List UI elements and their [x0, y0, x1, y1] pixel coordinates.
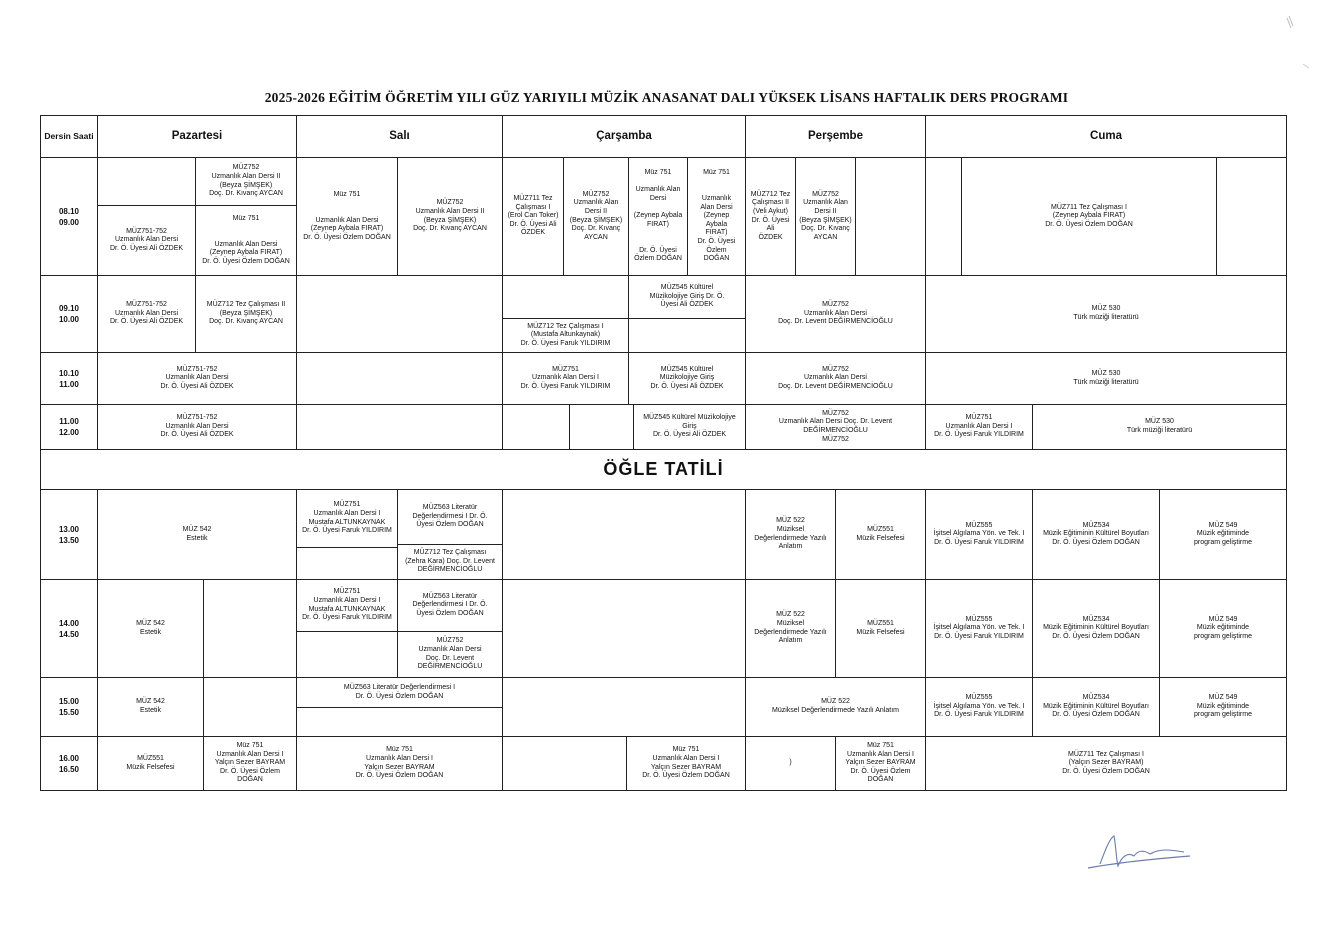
cell-sal-r8 — [296, 736, 503, 791]
cell-text: MÜZ 522 Müziksel Değerlendirmede Yazılı Anlatım — [754, 611, 827, 645]
page-title: 2025-2026 EĞİTİM ÖĞRETİM YILI GÜZ YARIYILI MÜZİK ANASANAT DALI YÜKSEK LİSANS HAFTALIK DERS PROGRAMI — [264, 90, 1069, 105]
cell-per-r1-c — [855, 157, 926, 276]
cell-car-r1-a — [502, 157, 564, 276]
cell-cum-r3 — [925, 352, 1287, 405]
cell-text: MÜZ 542 Estetik — [182, 525, 212, 542]
cell-text: MÜZ 530 Türk müziği literatürü — [1073, 305, 1139, 321]
cell-text: Perşembe — [808, 130, 863, 143]
cell-text: 09.10 10.00 — [58, 304, 80, 324]
header-persembe — [745, 115, 926, 158]
cell-sal-r7-a — [296, 677, 503, 708]
cell-text: Dersin Saati — [44, 131, 94, 142]
cell-text: MÜZ752 Uzmanlık Alan Dersi Doç. Dr. Levent DEĞİRMENCİOĞLU — [417, 637, 483, 671]
cell-text: MÜZ 542 Estetik — [136, 698, 165, 714]
cell-pzt-r8-b — [203, 736, 297, 791]
cell-text: MÜZ712 Tez Çalışması II (Beyza ŞİMŞEK) Doç. Dr. Kıvanç AYCAN — [206, 301, 286, 326]
cell-car-r3-b — [628, 352, 746, 405]
time-slot — [40, 736, 98, 791]
cell-text: Müz 751 Uzmanlık Alan Dersi I Yalçın Sezer BAYRAM Dr. Ö. Üyesi Özlem DOĞAN — [642, 746, 730, 780]
cell-car-r2-top — [502, 275, 629, 319]
cell-car-r8-a — [502, 736, 627, 791]
cell-pzt-r1-b — [195, 205, 297, 276]
time-slot — [40, 677, 98, 737]
cell-text: Müz 751 Uzmanlık Alan Dersi I Yalçın Sezer BAYRAM Dr. Ö. Üyesi Özlem DOĞAN — [355, 746, 444, 780]
cell-sal-r5-a — [296, 489, 398, 548]
cell-text: 15.00 15.50 — [58, 697, 80, 717]
cell-text: MÜZ545 Kültürel Müzikolojiye Giriş Dr. Ö. Üyesi Ali ÖZDEK — [650, 365, 724, 390]
cell-text: MÜZ551 Müzik Felsefesi — [856, 619, 905, 636]
cell-sal-r5-b — [397, 489, 503, 545]
header-pazartesi — [97, 115, 297, 158]
cell-per-r3 — [745, 352, 926, 405]
cell-per-r7 — [745, 677, 926, 737]
cell-cum-r5-b — [1032, 489, 1160, 580]
cell-text: MÜZ555 İşitsel Algılama Yön. ve Tek. I Dr. Ö. Üyesi Faruk YILDIRIM — [933, 694, 1025, 719]
cell-text: ÖĞLE TATİLİ — [603, 459, 724, 480]
cell-per-r8-b — [835, 736, 926, 791]
lunch-break — [40, 449, 1287, 490]
cell-text: MÜZ751-752 Uzmanlık Alan Dersi Dr. Ö. Üyesi Ali ÖZDEK — [109, 227, 184, 252]
cell-text: MÜZ752 Uzmanlık Alan Dersi Doç. Dr. Levent DEĞİRMENCİOĞLU MÜZ752 — [778, 409, 893, 443]
cell-car-r4-a — [502, 404, 570, 450]
cell-car-r1-b — [563, 157, 629, 276]
cell-cum-r1-b — [961, 157, 1217, 276]
cell-pzt-r1-empty — [97, 157, 196, 206]
cell-car-r4-b — [569, 404, 634, 450]
cell-text: MÜZ 549 Müzik eğitiminde program geliştirme — [1194, 521, 1252, 546]
cell-text: MÜZ711 Tez Çalışması I (Erol Can Toker) Dr. Ö. Üyesi Ali ÖZDEK — [507, 195, 559, 237]
cell-text: MÜZ 549 Müzik eğitiminde program geliştirme — [1194, 615, 1252, 640]
cell-pzt-r3 — [97, 352, 297, 405]
cell-cum-r4-a — [925, 404, 1033, 450]
cell-pzt-r6-a — [97, 579, 204, 678]
header-carsamba — [502, 115, 746, 158]
cell-cum-r5-a — [925, 489, 1033, 580]
header-sali — [296, 115, 503, 158]
cell-text: MÜZ 549 Müzik eğitiminde program geliştirme — [1194, 694, 1252, 719]
cell-text: MÜZ712 Tez Çalışması (Zehra Kara) Doç. Dr. Levent DEĞİRMENCİOĞLU — [405, 549, 495, 574]
cell-sal-r5-c — [397, 544, 503, 580]
cell-text: MÜZ 522 Müziksel Değerlendirmede Yazılı Anlatım — [754, 517, 827, 551]
cell-cum-r6-a — [925, 579, 1033, 678]
cell-sal-r5-d — [296, 547, 398, 580]
cell-text: MÜZ712 Tez Çalışması I (Mustafa Altunkaynak) Dr. Ö. Üyesi Faruk YILDIRIM — [520, 322, 611, 347]
cell-pzt-r4 — [97, 404, 297, 450]
cell-text: 14.00 14.50 — [58, 618, 80, 639]
cell-text: MÜZ752 Uzmanlık Alan Dersi II (Beyza ŞİMŞEK) Doç. Dr. Kıvanç AYCAN — [569, 190, 623, 241]
cell-text: MÜZ752 Uzmanlık Alan Dersi II (Beyza ŞİMŞEK) Doç. Dr. Kıvanç AYCAN — [209, 164, 283, 198]
cell-pzt-r6-b — [203, 579, 297, 678]
cell-car-r4-c — [633, 404, 746, 450]
cell-text: MÜZ751 Uzmanlık Alan Dersi I Dr. Ö. Üyesi Faruk YILDIRIM — [520, 365, 611, 390]
signature — [1080, 828, 1220, 878]
cell-text: MÜZ751 Uzmanlık Alan Dersi I Dr. Ö. Üyesi Faruk YILDIRIM — [934, 414, 1024, 439]
cell-pzt-r5 — [97, 489, 297, 580]
cell-text: MÜZ751-752 Uzmanlık Alan Dersi Dr. Ö. Üyesi Ali ÖZDEK — [160, 414, 234, 439]
cell-cum-r1-c — [1216, 157, 1287, 276]
cell-pzt-r7-b — [203, 677, 297, 737]
cell-text: MÜZ751 Uzmanlık Alan Dersi I Mustafa ALTUNKAYNAK Dr. Ö. Üyesi Faruk YILDIRIM — [302, 588, 392, 622]
cell-text: Müz 751 Uzmanlık Alan Dersi I Yalçın Sezer BAYRAM Dr. Ö. Üyesi Özlem DOĞAN — [845, 742, 916, 784]
cell-text: MÜZ751-752 Uzmanlık Alan Dersi Dr. Ö. Üyesi Ali ÖZDEK — [160, 365, 234, 390]
cell-sal-r2 — [296, 275, 503, 353]
cell-per-r6-a — [745, 579, 836, 678]
cell-text: MÜZ 522 Müziksel Değerlendirmede Yazılı Anlatım — [772, 698, 899, 714]
cell-cum-r6-c — [1159, 579, 1287, 678]
cell-text: MÜZ711 Tez Çalışması I (Zeynep Aybala FIRAT) Dr. Ö. Üyesi Özlem DOĞAN — [1045, 203, 1133, 228]
cell-pzt-r1-top — [195, 157, 297, 206]
cell-text: MÜZ 530 Türk müziği literatürü — [1126, 418, 1193, 434]
cell-per-r1-a — [745, 157, 796, 276]
cell-text: MÜZ752 Uzmanlık Alan Dersi II (Beyza ŞİMŞEK) Doç. Dr. Kıvanç AYCAN — [799, 190, 852, 241]
cell-sal-r6-c — [397, 631, 503, 678]
time-slot — [40, 157, 98, 276]
cell-text: MÜZ534 Müzik Eğitiminin Kültürel Boyutları Dr. Ö. Üyesi Özlem DOĞAN — [1043, 694, 1149, 719]
cell-text: ) — [789, 759, 792, 767]
cell-text: Müz 751 Uzmanlık Alan Dersi (Zeynep Aybala FIRAT) Dr. Ö. Üyesi Özlem DOĞAN — [303, 190, 391, 241]
cell-text: MÜZ752 Uzmanlık Alan Dersi Doç. Dr. Levent DEĞİRMENCİOĞLU — [778, 365, 893, 390]
cell-text: MÜZ555 İşitsel Algılama Yön. ve Tek. I Dr. Ö. Üyesi Faruk YILDIRIM — [933, 521, 1025, 546]
cell-car-r3-a — [502, 352, 629, 405]
cell-cum-r5-c — [1159, 489, 1287, 580]
cell-text: MÜZ712 Tez Çalışması II (Veli Aykut) Dr. Ö. Üyesi Ali ÖZDEK — [750, 190, 791, 241]
cell-per-r5-a — [745, 489, 836, 580]
cell-sal-r1-a — [296, 157, 398, 276]
cell-per-r5-b — [835, 489, 926, 580]
cell-text: MÜZ 542 Estetik — [136, 619, 165, 636]
cell-text: MÜZ751 Uzmanlık Alan Dersi I Mustafa ALTUNKAYNAK Dr. Ö. Üyesi Faruk YILDIRIM — [302, 501, 392, 535]
corner-mark — [1275, 12, 1315, 72]
cell-sal-r1-b — [397, 157, 503, 276]
cell-sal-r6-a — [296, 579, 398, 632]
cell-cum-r7-a — [925, 677, 1033, 737]
cell-per-r6-b — [835, 579, 926, 678]
cell-cum-r8 — [925, 736, 1287, 791]
cell-sal-r4 — [296, 404, 503, 450]
cell-pzt-r2-b — [195, 275, 297, 353]
cell-text: Salı — [389, 130, 410, 143]
time-slot — [40, 489, 98, 580]
cell-text: MÜZ751-752 Uzmanlık Alan Dersi Dr. Ö. Üyesi Ali ÖZDEK — [109, 301, 184, 326]
cell-text: MÜZ752 Uzmanlık Alan Dersi Doç. Dr. Levent DEĞİRMENCİOĞLU — [778, 301, 893, 326]
time-slot — [40, 404, 98, 450]
cell-text: 13.00 13.50 — [58, 524, 80, 545]
cell-text: Pazartesi — [171, 130, 223, 143]
cell-sal-r7-b — [296, 707, 503, 737]
cell-text: MÜZ563 Literatür Değerlendirmesi I Dr. Ö. Üyesi Özlem DOĞAN — [412, 504, 488, 529]
cell-text: MÜZ711 Tez Çalışması I (Yalçın Sezer BAYRAM) Dr. Ö. Üyesi Özlem DOĞAN — [1062, 750, 1150, 775]
cell-sal-r3 — [296, 352, 503, 405]
cell-sal-r6-b — [397, 579, 503, 632]
cell-pzt-r2-a — [97, 275, 196, 353]
cell-text: Müz 751 Uzmanlık Alan Dersi (Zeynep Aybala FIRAT) Dr. Ö. Üyesi Özlem DOĞAN — [633, 169, 683, 263]
cell-per-r1-b — [795, 157, 856, 276]
cell-text: MÜZ534 Müzik Eğitiminin Kültürel Boyutları Dr. Ö. Üyesi Özlem DOĞAN — [1043, 521, 1149, 546]
time-slot — [40, 352, 98, 405]
cell-text: Cuma — [1090, 130, 1122, 143]
cell-cum-r7-c — [1159, 677, 1287, 737]
cell-cum-r7-b — [1032, 677, 1160, 737]
cell-cum-r6-b — [1032, 579, 1160, 678]
cell-text: Müz 751 Uzmanlık Alan Dersi (Zeynep Aybala FIRAT) Dr. Ö. Üyesi Özlem DOĞAN — [202, 214, 290, 265]
cell-text: 10.10 11.00 — [58, 368, 80, 389]
cell-text: 16.00 16.50 — [58, 753, 80, 774]
cell-car-r2-b — [502, 318, 629, 353]
cell-text: Müz 751 Uzmanlık Alan Dersi (Zeynep Aybala FIRAT) Dr. Ö. Üyesi Özlem DOĞAN — [697, 169, 736, 263]
cell-sal-r6-d — [296, 631, 398, 678]
cell-text: Müz 751 Uzmanlık Alan Dersi I Yalçın Sezer BAYRAM Dr. Ö. Üyesi Özlem DOĞAN — [214, 742, 286, 784]
header-dersin-saati — [40, 115, 98, 158]
cell-car-r7 — [502, 677, 746, 737]
cell-cum-r4-b — [1032, 404, 1287, 450]
cell-cum-r1-a — [925, 157, 962, 276]
cell-text: MÜZ 530 Türk müziği literatürü — [1073, 369, 1139, 386]
cell-text: 08.10 09.00 — [58, 206, 80, 227]
cell-car-r2-a — [628, 275, 746, 319]
cell-text: MÜZ551 Müzik Felsefesi — [126, 754, 175, 771]
cell-car-r1-c — [628, 157, 688, 276]
cell-text: MÜZ752 Uzmanlık Alan Dersi II (Beyza ŞİMŞEK) Doç. Dr. Kıvanç AYCAN — [413, 199, 487, 233]
cell-car-r6 — [502, 579, 746, 678]
cell-pzt-r1-a — [97, 205, 196, 276]
cell-pzt-r8-a — [97, 736, 204, 791]
cell-car-r8-b — [626, 736, 746, 791]
cell-text: MÜZ563 Literatür Değerlendirmesi I Dr. Ö. Üyesi Özlem DOĞAN — [343, 683, 456, 700]
cell-text: MÜZ545 Kültürel Müzikolojiye Giriş Dr. Ö. Üyesi Ali ÖZDEK — [649, 284, 725, 309]
cell-per-r2 — [745, 275, 926, 353]
cell-cum-r2 — [925, 275, 1287, 353]
cell-text: Çarşamba — [596, 130, 652, 143]
cell-car-r5 — [502, 489, 746, 580]
cell-car-r2-c — [628, 318, 746, 353]
cell-car-r1-d — [687, 157, 746, 276]
time-slot — [40, 579, 98, 678]
time-slot — [40, 275, 98, 353]
cell-pzt-r7-a — [97, 677, 204, 737]
cell-text: MÜZ534 Müzik Eğitiminin Kültürel Boyutları Dr. Ö. Üyesi Özlem DOĞAN — [1043, 615, 1149, 640]
header-cuma — [925, 115, 1287, 158]
cell-text: MÜZ563 Literatür Değerlendirmesi I Dr. Ö. Üyesi Özlem DOĞAN — [412, 592, 488, 617]
cell-text: MÜZ551 Müzik Felsefesi — [856, 525, 905, 542]
cell-per-r8-a — [745, 736, 836, 791]
cell-text: MÜZ555 İşitsel Algılama Yön. ve Tek. I Dr. Ö. Üyesi Faruk YILDIRIM — [933, 615, 1025, 640]
cell-text: MÜZ545 Kültürel Müzikolojiye Giriş Dr. Ö. Üyesi Ali ÖZDEK — [643, 414, 736, 439]
cell-text: 11.00 12.00 — [58, 417, 80, 437]
cell-per-r4 — [745, 404, 926, 450]
